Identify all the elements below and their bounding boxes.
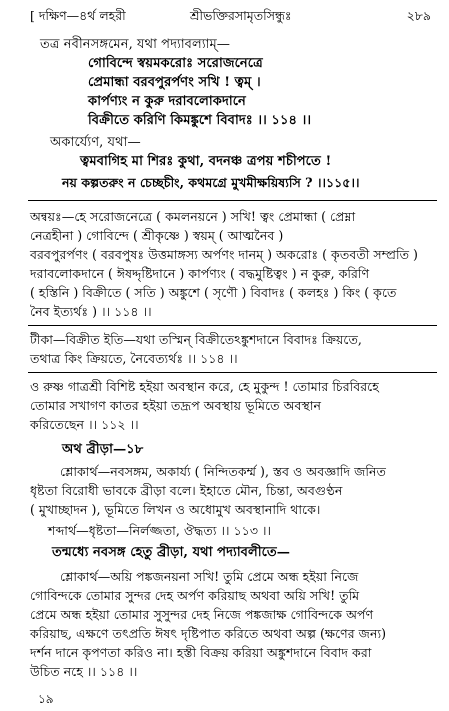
section-divider bbox=[28, 372, 437, 373]
meaning-line: শ্লোকার্থ—অয়ি পঙ্কজনয়না সখি! তুমি প্রেমে অন্ধ হইয়া নিজে bbox=[60, 569, 359, 584]
page-number: ২৮৯ bbox=[406, 8, 431, 23]
anvaya-line: দরাবলোকদানে ( ঈষদ্দৃষ্টিদানে ) কার্পণ্যং ( বদ্ধমুষ্টিত্বং ) ন কুরু, করিণি bbox=[30, 266, 370, 281]
anvaya-line: বরবপুরর্পণং ( বরবপুষঃ উত্তমাঙ্গস্য অর্পণং দানম্ ) অকরোঃ ( কৃতবতী সম্প্রতি ) bbox=[30, 247, 418, 262]
section-divider bbox=[28, 325, 437, 326]
verse1-line: গোবিন্দে স্বয়মকরোঃ সরোজনেত্রে bbox=[88, 56, 263, 71]
example-heading: তন্মধ্যে নবসঙ্গ হেতু ব্রীড়া, যথা পদ্যাবলীতে— bbox=[52, 545, 290, 560]
anvaya-line: ( হস্তিনি ) বিক্রীতে ( সতি ) অঙ্কুশে ( সৃণৌ ) বিবাদঃ ( কলহঃ ) কিং ( কৃতে bbox=[30, 285, 397, 300]
verse2-line: ত্বমবাগিহ মা শিরঃ কুথা, বদনঞ্চ ত্রপয় শচীপতে ! bbox=[80, 154, 332, 169]
meaning-line: প্রেমে অন্ধ হইয়া তোমার সুসুন্দর দেহ নিজে পঙ্কজাক্ষ গোবিন্দকে অর্পণ bbox=[30, 607, 374, 622]
signature-mark: ১৯ bbox=[38, 692, 54, 706]
book-title: শ্রীভক্তিরসামৃতসিন্ধুঃ bbox=[190, 8, 292, 23]
section-divider bbox=[28, 200, 437, 201]
verse1-line: প্রেমান্ধা বরবপুরর্পণং সখি ! ত্বম্ । bbox=[88, 75, 261, 90]
shloka-line: ধৃষ্টতা বিরোধী ভাবকে ব্রীড়া বলে। ইহাতে মৌন, চিন্তা, অবগুণ্ঠন bbox=[30, 483, 343, 498]
shloka-line: ( মুখাচ্ছাদন ), ভূমিতে লিখন ও অধোমুখ অবস্থানাদি থাকে। bbox=[30, 502, 321, 517]
meaning-line: দর্শন দানে কৃপণতা করিও না। হস্তী বিক্রয় করিয়া অঙ্কুশদানে বিবাদ করা bbox=[30, 645, 372, 660]
tika-line: তথাত্র কিং ক্রিয়তে, নৈবেত্যর্থঃ ।। ১১৪ ।। bbox=[30, 351, 238, 366]
meaning-line: গোবিন্দকে তোমার সুন্দর দেহ অর্পণ করিয়াছ অথবা অয়ি সখি! তুমি bbox=[30, 588, 360, 603]
verse2-line: নয় কল্পতরুং ন চেচ্ছচীং, কথমগ্রে মুখমীক্ষয়িষ্যসি ? ।।১১৫।। bbox=[62, 175, 360, 190]
shloka-line: শ্লোকার্থ—নবসঙ্গম, অকার্য্য ( নিন্দিতকর্ম্ম ), স্তব ও অবজ্ঞাদি জনিত bbox=[60, 464, 386, 479]
anvaya-line: নৈব ইত্যর্থঃ ) ।। ১১৪ ।। bbox=[30, 304, 152, 319]
meaning-line: উচিত নহে ।। ১১৪ ।। bbox=[30, 664, 138, 679]
anvaya-line: অন্বয়ঃ—হে সরোজনেত্রে ( কমলনয়নে ) সখি! ত্বং প্রেমান্ধা ( প্রেম্না bbox=[30, 209, 356, 224]
verse2-intro: অকার্য্যেণ, যথা— bbox=[50, 135, 141, 150]
meaning-line: করিয়াছ, এক্ষণে তৎপ্রতি ঈষৎ দৃষ্টিপাত করিতে অথবা অল্প (ক্ষণের জন্য) bbox=[30, 626, 387, 641]
shabdartha-line: শব্দার্থ—ধৃষ্টতা—নির্লজ্জতা, ঔদ্ধত্য ।। ১১৩ ।। bbox=[48, 523, 272, 538]
chapter-label: [ দক্ষিণ—৪র্থ লহরী bbox=[30, 8, 126, 23]
section-heading: অথ ব্রীড়া—১৮ bbox=[62, 442, 144, 457]
verse1-line: বিক্রীতে করিণি কিমঙ্কুশে বিবাদঃ ।। ১১৪ ।। bbox=[88, 113, 312, 128]
anuvad-line: ও রুষ্ণ গাত্রশ্রী বিশিষ্ট হইয়া অবস্থান করে, হে মুকুন্দ ! তোমার চিরবিরহে bbox=[30, 379, 379, 394]
running-header bbox=[30, 8, 431, 28]
verse1-intro: তত্র নবীনসঙ্গমেন, যথা পদ্যাবল্যাম্— bbox=[40, 37, 230, 52]
anvaya-line: নেত্রহীনা ) গোবিন্দে ( শ্রীকৃষ্ণে ) স্বয়ম্ ( আত্মনৈব ) bbox=[30, 228, 284, 243]
anuvad-line: করিতেছেন ।। ১১২ ।। bbox=[30, 417, 139, 432]
tika-line: টীকা—বিক্রীত ইতি—যথা তস্মিন্ বিক্রীতেঽঙ্কুশদানে বিবাদঃ ক্রিয়তে, bbox=[30, 332, 362, 347]
anuvad-line: তোমার সখাগণ কাতর হইয়া তদ্রূপ অবস্থায় ভূমিতে অবস্থান bbox=[30, 398, 321, 413]
verse1-line: কার্পণ্যং ন কুরু দরাবলোকদানে bbox=[88, 94, 246, 109]
